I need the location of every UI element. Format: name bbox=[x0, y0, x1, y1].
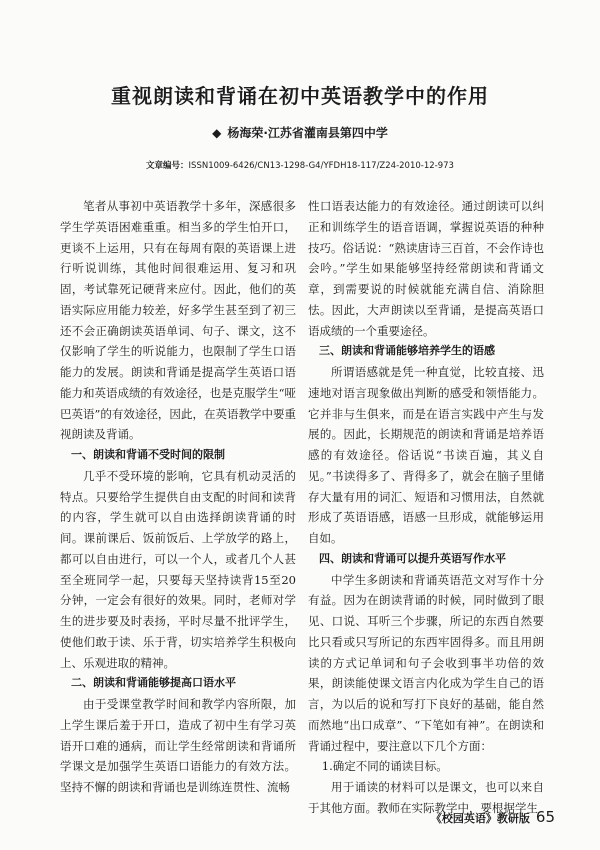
article-code-value: ISSN1009-6426/CN13-1298-G4/YFDH18-117/Z24-2010-12-973 bbox=[188, 161, 454, 171]
right-column bbox=[308, 196, 544, 819]
author-byline bbox=[0, 124, 600, 141]
author-name: 杨海荣·江苏省灌南县第四中学 bbox=[227, 126, 388, 140]
article-title: 重视朗读和背诵在初中英语教学中的作用 bbox=[111, 84, 489, 108]
paragraph: 所谓语感就是凭一种直觉，比较直接、迅速地对语言现象做出判断的感受和领悟能力。它并非与生俱来，而是在语言实践中产生与发展的。因此，长期规范的朗读和背诵是培养语感的有效途径。俗话说“书读百遍，其义自见。”书读得多了、背得多了，就会在脑子里储存大量有用的词汇、短语和习惯用法，自然就形成了英语语感，语感一旦形成，就能够运用自如。 bbox=[308, 365, 544, 545]
paragraph: 用于诵读的材料可以是课文，也可以来自于其他方面。教师在实际教学中，要根据学生 bbox=[308, 780, 544, 815]
section-heading: 四、朗读和背诵可以提升英语写作水平 bbox=[319, 551, 506, 565]
numbered-item: 1.确定不同的诵读目标。 bbox=[321, 759, 448, 774]
page-number: 65 bbox=[535, 808, 555, 826]
page-footer bbox=[431, 808, 555, 826]
section-heading: 二、朗读和背诵能够提高口语水平 bbox=[71, 676, 236, 690]
article-code bbox=[0, 159, 600, 171]
journal-name: 《校园英语》教研版 bbox=[430, 812, 530, 825]
paragraph: 几乎不受环境的影响，它具有机动灵活的特点。只要给学生提供自由支配的时间和读背的内容，学生就可以自由选择朗读背诵的时间。课前课后、饭前饭后、上学放学的路上，都可以自由进行，可以一个人，或者几个人甚至全班同学一起，只要每天坚持读背15至20分钟，一定会有很好的效果。同时，老师对学生的进步要及时表扬，平时尽量不批评学生，使他们敢于读、乐于背，切实培养学生积极向上、乐观进取的精神。 bbox=[60, 468, 296, 670]
paragraph: 由于受课堂教学时间和教学内容所限，加上学生课后羞于开口，造成了初中生有学习英语开口难的通病，而让学生经常朗读和背诵所学课文是加强学生英语口语能力的有效方法。坚持不懈的朗读和背诵也是训练连贯性、流畅 bbox=[60, 697, 296, 794]
article-code-label: 文章编号： bbox=[146, 161, 189, 171]
left-column bbox=[60, 196, 296, 798]
section-heading: 一、朗读和背诵不受时间的限制 bbox=[71, 448, 225, 461]
paragraph: 中学生多朗读和背诵英语范文对写作十分有益。因为在朗读背诵的时候，同时做到了眼见、口说、耳听三个步骤，所记的东西自然要比只看或只写所记的东西牢固得多。而且用朗读的方式记单词和句子会收到事半功倍的效果，朗读能使课文语言内化成为学生自己的语言，为以后的说和写打下良好的基础，能自然而然地“出口成章”、“下笔如有神”。在朗读和背诵过程中，要注意以下几个方面： bbox=[308, 572, 544, 753]
paragraph: 性口语表达能力的有效途径。通过朗读可以纠正和训练学生的语音语调，掌握说英语的种种技巧。俗话说：“熟读唐诗三百首，不会作诗也会吟。”学生如果能够坚持经常朗读和背诵文章，到需要说的时候就能充满自信、消除胆怯。因此，大声朗读以至背诵，是提高英语口语成绩的一个重要途径。 bbox=[308, 199, 544, 338]
section-heading: 三、朗读和背诵能够培养学生的语感 bbox=[319, 344, 495, 358]
paragraph: 笔者从事初中英语教学十多年，深感很多学生学英语困难重重。相当多的学生怕开口，更谈不上运用，只有在每周有限的英语课上进行听说训练，其他时间很难运用、复习和巩固，考试靠死记硬背来应付。因此，他们的英语实际应用能力较差，好多学生甚至到了初三还不会正确朗读英语单词、句子、课文，这不仅影响了学生的听说能力，也限制了学生口语能力的发展。朗读和背诵是提高学生英语口语能力和英语成绩的有效途径，也是克服学生“哑巴英语”的有效途径，因此，在英语教学中要重视朗读及背诵。 bbox=[60, 199, 296, 442]
diamond-marker-icon: ◆ bbox=[212, 126, 222, 140]
